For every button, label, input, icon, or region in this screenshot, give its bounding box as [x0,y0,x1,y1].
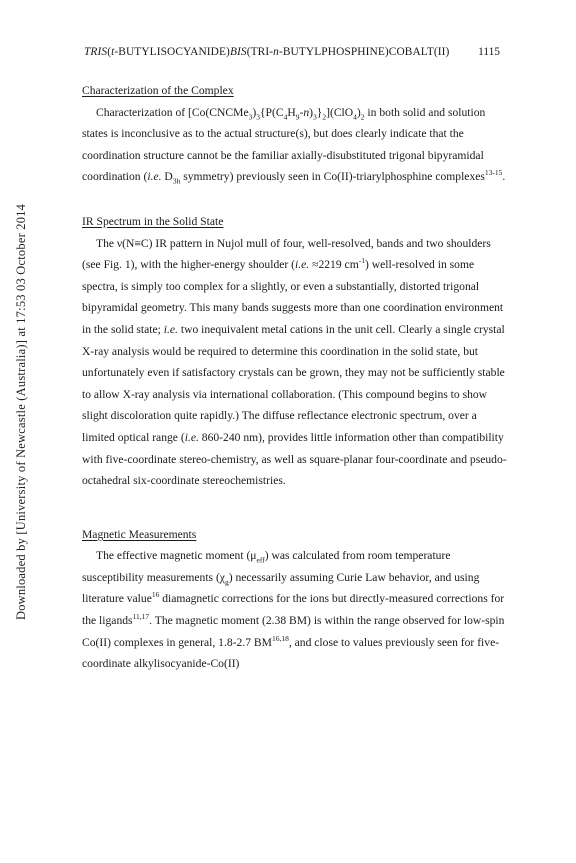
download-watermark: Downloaded by [University of Newcastle (Australia)] at 17:53 03 October 2014 [14,203,28,620]
running-title: TRIS(t-BUTYLISOCYANIDE)BIS(TRI-n-BUTYLPHOSPHINE)COBALT(II) [84,46,450,58]
article-body [82,80,510,675]
running-header [84,46,500,58]
section-heading-characterization: Characterization of the Complex [82,84,234,97]
page-number: 1115 [478,46,500,58]
paragraph-ir-spectrum: The ν(N≡C) IR pattern in Nujol mull of four, well-resolved, bands and two shoulders (see Fig. 1), with the higher-energy shoulder (i.e. ≈2219 $cm^{-1}$) well-resolved in some spectra, is simply too complex for a slightly, or even a substantially, distorted trigonal bipyramidal geometry. This many bands suggests more than one coordination environment in the solid state; i.e. two inequivalent metal cations in the unit cell. Clearly a single crystal X-ray analysis would be required to determine this coordination in the solid state, but unfortunately even if satisfactory crystals can be grown, they may not be sufficiently stable to allow X-ray analysis via international collaboration. (This compound begins to show slight discoloration quite rapidly.) The diffuse reflectance electronic spectrum, over a limited optical range (i.e. 860-240 nm), provides little information other than compatibility with five-coordinate stereo-chemistry, as well as square-planar four-coordinate and pseudo-octahedral six-coordinate stereochemistries. [82,236,507,488]
paragraph-characterization: Characterization of $[Co(CNCMe_3)_3\{P(C_4H_9-n)_3\}_2](ClO_4)_2$ in both solid and solution states is inconclusive as to the actual structure(s), but does clearly indicate that the coordination structure cannot be the familiar axially-disubstituted trigonal bipyramidal coordination (i.e. $D_{3h}$ symmetry) previously seen in Co(II)-triarylphosphine complexes$^{13-15}$. [82,105,506,186]
section-heading-magnetic: Magnetic Measurements [82,527,197,541]
section-heading-ir-spectrum: IR Spectrum in the Solid State [82,214,224,228]
paragraph-magnetic: The effective magnetic moment $(\mu_{eff})$ was calculated from room temperature susceptibility measurements $(\chi_g)$ necessarily assuming Curie Law behavior, and using literature value$^{16}$ diamagnetic corrections for the ions but directly-measured corrections for the ligands$^{11,17}$. The magnetic moment (2.38 BM) is within the range observed for low-spin Co(II) complexes in general, 1.8-2.7 BM$^{16,18}$, and close to values previously seen for five-coordinate alkylisocyanide-Co(II) [82,549,505,671]
